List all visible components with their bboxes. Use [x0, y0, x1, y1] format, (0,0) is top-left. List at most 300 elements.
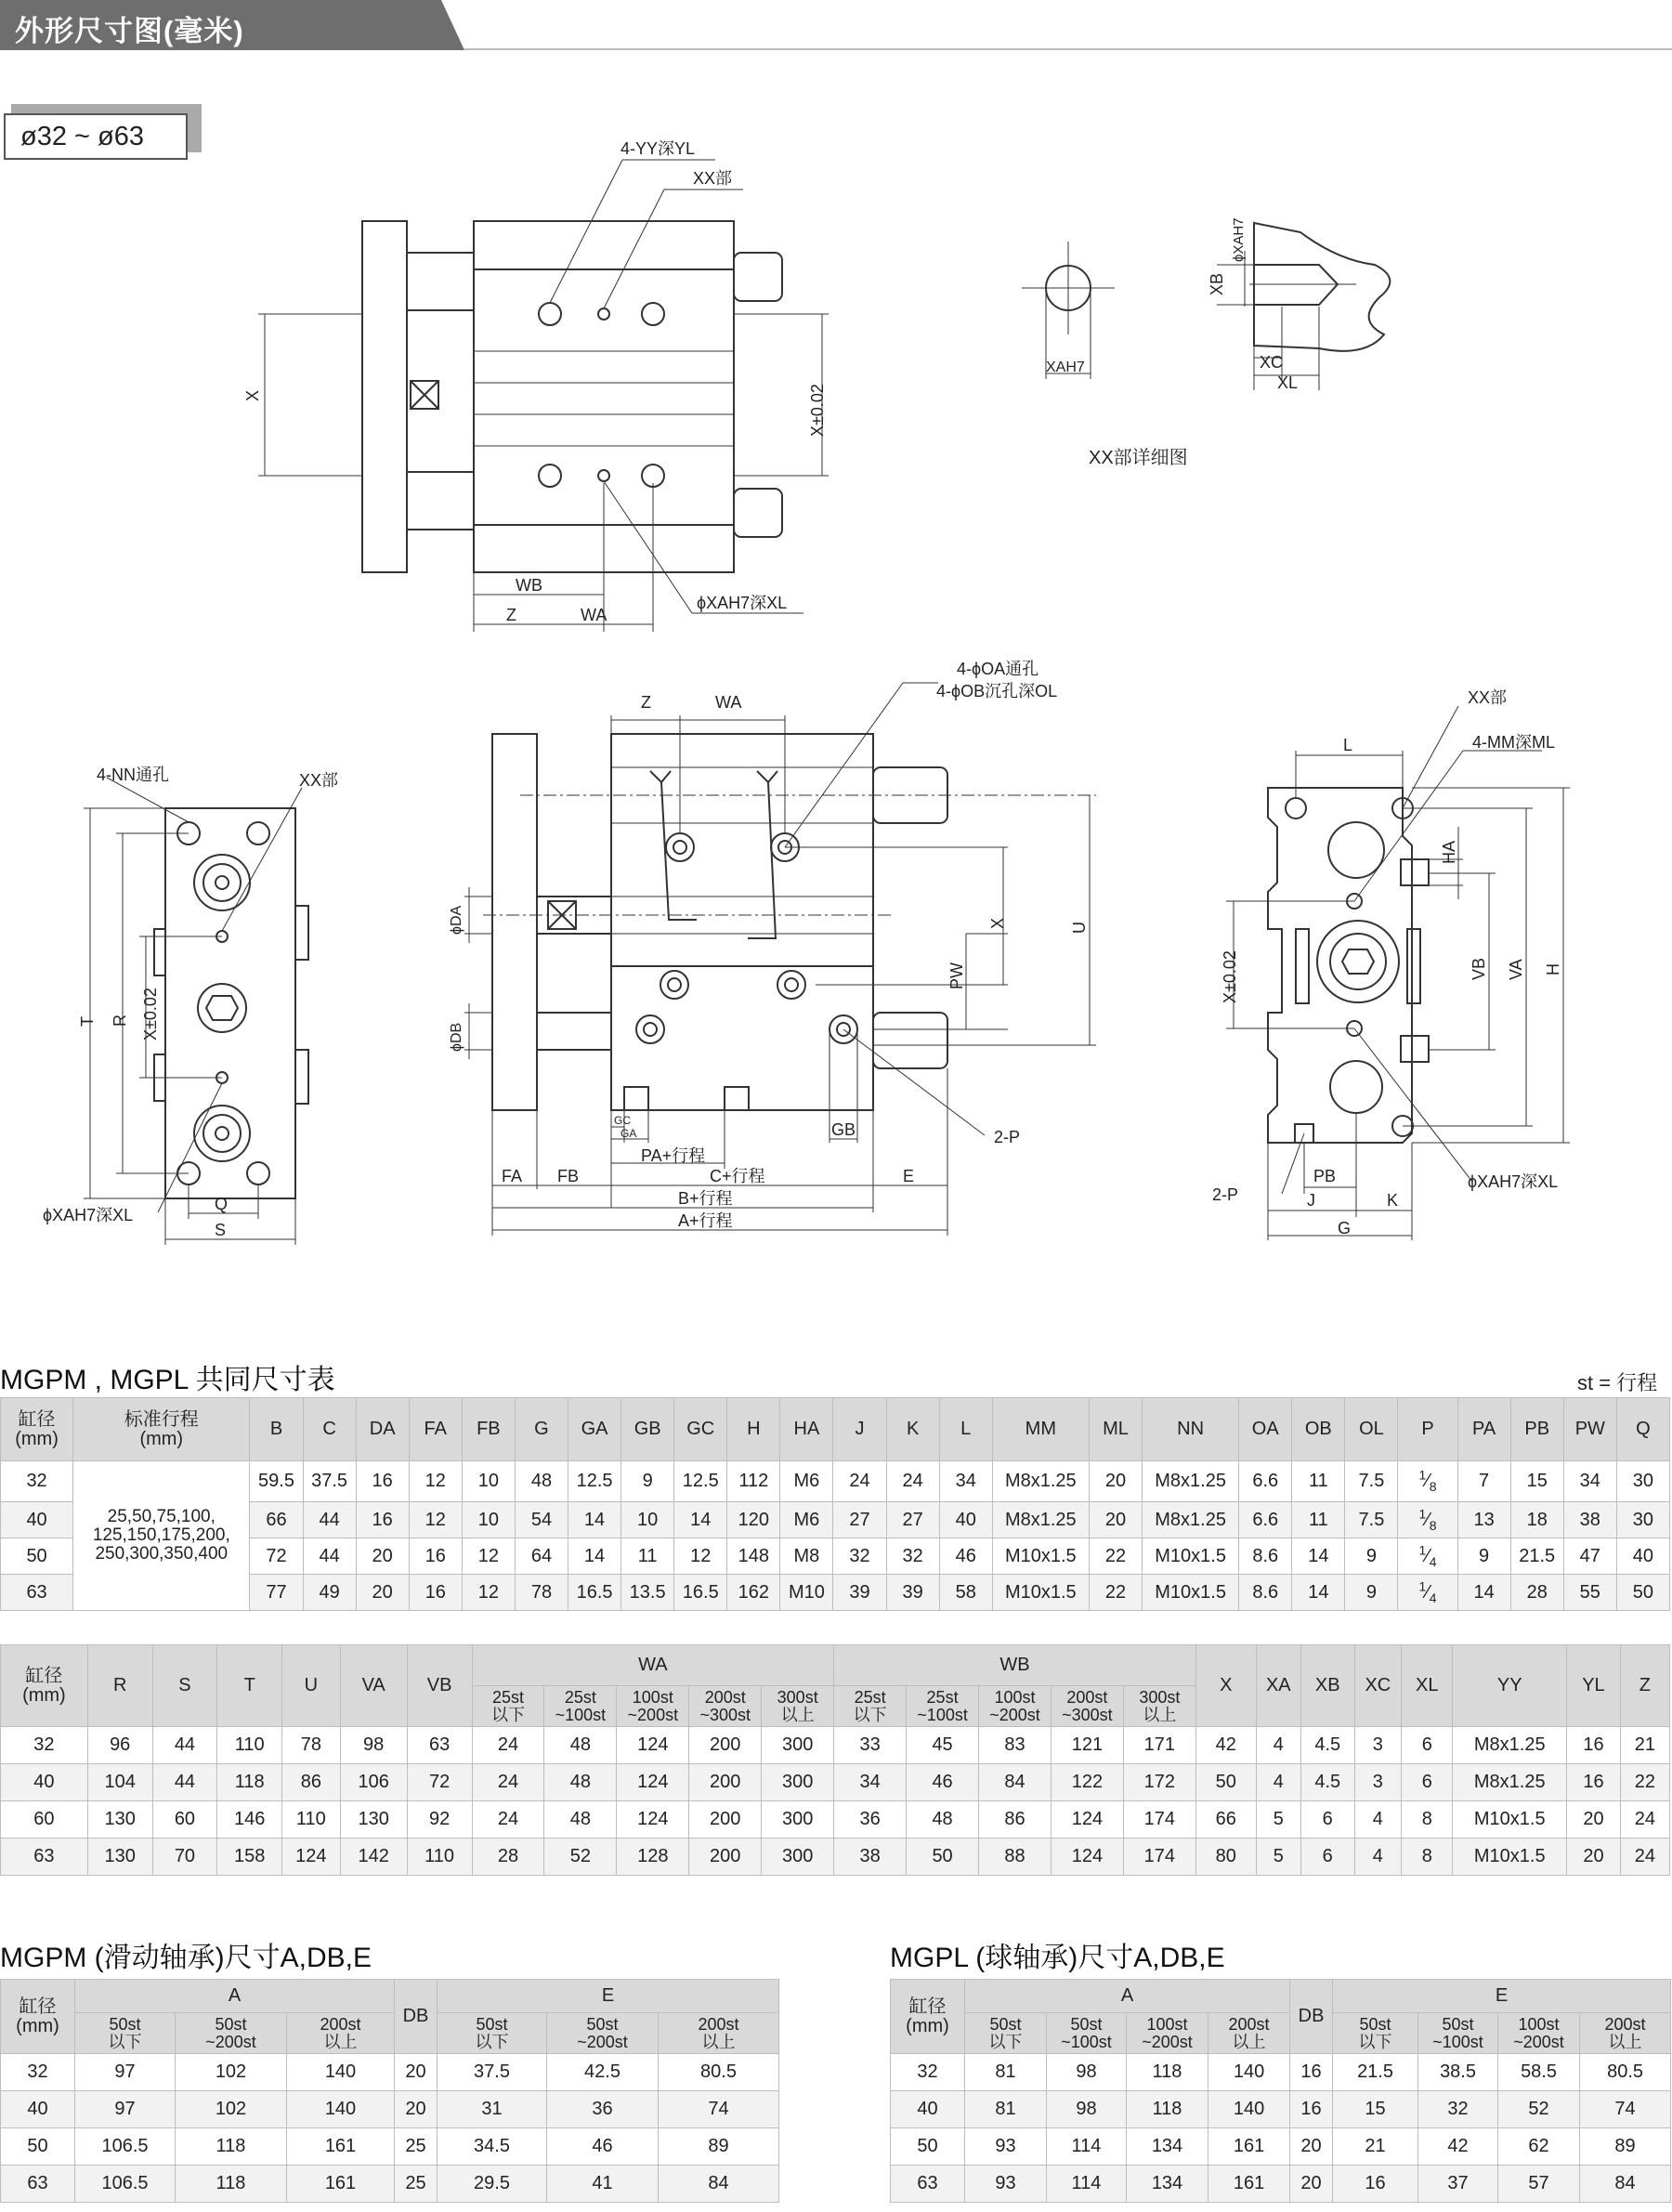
cell-e: 74 — [659, 2091, 779, 2128]
cell-c: 44 — [303, 1538, 356, 1575]
col-header-x: X — [1195, 1645, 1256, 1727]
col-header-l: L — [939, 1398, 992, 1461]
stroke-range-header: 200st ~300st — [689, 1686, 762, 1727]
front-view — [464, 683, 1096, 1236]
bore-cell: 40 — [1, 2091, 75, 2128]
stroke-range-header: 200st 以上 — [659, 2013, 779, 2054]
cell-b: 77 — [250, 1575, 303, 1611]
cell-a: 81 — [965, 2054, 1047, 2091]
label-gc: GC — [614, 1114, 631, 1127]
cell-wa: 200 — [689, 1839, 762, 1876]
col-header-r: R — [87, 1645, 152, 1727]
fraction: $^1⁄_4$ — [1418, 1542, 1437, 1569]
cell-a: 81 — [965, 2091, 1047, 2128]
label-pa: PA+行程 — [641, 1146, 706, 1165]
label-z-front: Z — [641, 693, 651, 712]
label-oa: 4-ϕOA通孔 — [957, 660, 1039, 678]
label-fb: FB — [557, 1167, 580, 1185]
cell-ha: M6 — [780, 1502, 833, 1538]
stroke-range-header: 50st 以下 — [438, 2013, 547, 2054]
cell-e: 16 — [1333, 2166, 1418, 2203]
cell-l: 58 — [939, 1575, 992, 1611]
cell-e: 80.5 — [1580, 2054, 1671, 2091]
cell-ob: 14 — [1292, 1575, 1345, 1611]
cell-a: 140 — [287, 2054, 395, 2091]
cell-q: 50 — [1616, 1575, 1669, 1611]
label-vb: VB — [1470, 957, 1488, 980]
label-xx-top: XX部 — [693, 169, 733, 188]
cell-h: 112 — [727, 1461, 780, 1502]
cell-ga: 12.5 — [568, 1461, 621, 1502]
cell-pw: 55 — [1563, 1575, 1616, 1611]
cell-wb: 50 — [907, 1839, 979, 1876]
bore-header: 缸径 (mm) — [1, 1980, 75, 2054]
label-k: K — [1387, 1191, 1399, 1210]
cell-pa: 14 — [1457, 1575, 1510, 1611]
cell-db: 16 — [1290, 2091, 1333, 2128]
cell-a: 114 — [1047, 2166, 1127, 2203]
table-row — [1, 1839, 1670, 1876]
cell-vb: 92 — [407, 1801, 472, 1839]
cell-fa: 12 — [409, 1461, 462, 1502]
mgpl-table-title: MGPL (球轴承)尺寸A,DB,E — [890, 1943, 1225, 1973]
col-header-fa: FA — [409, 1398, 462, 1461]
col-header-xc: XC — [1354, 1645, 1402, 1727]
wa-group-header: WA — [472, 1645, 834, 1686]
db-header: DB — [1290, 1980, 1333, 2054]
cell-pa: 7 — [1457, 1461, 1510, 1502]
label-wa-top: WA — [581, 606, 607, 624]
label-pb: PB — [1313, 1167, 1337, 1185]
cell-e: 74 — [1580, 2091, 1671, 2128]
cell-mm: M8x1.25 — [992, 1502, 1089, 1538]
cell-a: 161 — [287, 2166, 395, 2203]
cell-wa: 52 — [544, 1839, 617, 1876]
cell-db: 20 — [395, 2054, 438, 2091]
bore-cell: 32 — [1, 1461, 73, 1502]
fraction: $^1⁄_4$ — [1418, 1578, 1437, 1605]
cell-pb: 15 — [1510, 1461, 1563, 1502]
cell-wb: 34 — [834, 1764, 907, 1801]
label-c: C+行程 — [710, 1167, 765, 1185]
fraction: $^1⁄_8$ — [1418, 1506, 1437, 1533]
label-j: J — [1307, 1191, 1315, 1210]
cell-e: 42.5 — [547, 2054, 659, 2091]
cell-vb: 63 — [407, 1727, 472, 1764]
cell-u: 124 — [282, 1839, 341, 1876]
label-detail-xb: XB — [1208, 272, 1226, 295]
cell-e: 36 — [547, 2091, 659, 2128]
cell-xc: 4 — [1354, 1801, 1402, 1839]
cell-a: 106.5 — [75, 2128, 176, 2166]
bore-cell: 32 — [891, 2054, 965, 2091]
label-db: ϕDB — [449, 1022, 464, 1052]
cell-e: 42 — [1418, 2128, 1498, 2166]
cell-xb: 4.5 — [1300, 1764, 1354, 1801]
detail-title: XX部详细图 — [1089, 448, 1188, 468]
label-2p-front: 2-P — [994, 1128, 1021, 1146]
label-detail-xl: XL — [1277, 373, 1299, 392]
cell-nn: M8x1.25 — [1143, 1502, 1239, 1538]
cell-e: 84 — [659, 2166, 779, 2203]
cell-gb: 10 — [621, 1502, 674, 1538]
cell-a: 93 — [965, 2166, 1047, 2203]
cell-wb: 83 — [979, 1727, 1052, 1764]
a-group-header: A — [75, 1980, 395, 2013]
cell-a: 161 — [287, 2128, 395, 2166]
cell-e: 80.5 — [659, 2054, 779, 2091]
cell-oa: 8.6 — [1239, 1575, 1292, 1611]
cell-yy: M8x1.25 — [1453, 1727, 1567, 1764]
col-header-ml: ML — [1089, 1398, 1142, 1461]
common-dimension-table — [0, 1397, 1670, 1611]
cell-da: 20 — [356, 1575, 409, 1611]
bore-cell: 32 — [1, 2054, 75, 2091]
cell-oa: 6.6 — [1239, 1502, 1292, 1538]
bore-header: 缸径 (mm) — [1, 1645, 88, 1727]
cell-oa: 6.6 — [1239, 1461, 1292, 1502]
cell-pw: 38 — [1563, 1502, 1616, 1538]
cell-yl: 20 — [1567, 1839, 1621, 1876]
bore-cell: 63 — [1, 1575, 73, 1611]
cell-nn: M10x1.5 — [1143, 1538, 1239, 1575]
col-header-q: Q — [1616, 1398, 1669, 1461]
col-header-g: G — [515, 1398, 568, 1461]
cell-xb: 6 — [1300, 1839, 1354, 1876]
cell-l: 40 — [939, 1502, 992, 1538]
col-header-c: C — [303, 1398, 356, 1461]
cell-ob: 14 — [1292, 1538, 1345, 1575]
cell-a: 161 — [1208, 2166, 1290, 2203]
col-header-k: K — [886, 1398, 939, 1461]
left-view — [84, 778, 308, 1245]
bore-cell: 40 — [1, 1502, 73, 1538]
cell-wb: 36 — [834, 1801, 907, 1839]
col-header-u: U — [282, 1645, 341, 1727]
cell-yy: M8x1.25 — [1453, 1764, 1567, 1801]
label-xa-left: ϕXAH7深XL — [43, 1206, 134, 1224]
cell-fb: 12 — [462, 1575, 515, 1611]
stroke-range-header: 100st ~200st — [1498, 2013, 1580, 2054]
label-t: T — [78, 1016, 97, 1027]
cell-yl: 20 — [1567, 1801, 1621, 1839]
table-row — [1, 1502, 1670, 1538]
cell-a: 118 — [176, 2166, 287, 2203]
cell-a: 118 — [1127, 2054, 1208, 2091]
cell-e: 89 — [1580, 2128, 1671, 2166]
table-row — [1, 2166, 779, 2203]
cell-vb: 72 — [407, 1764, 472, 1801]
cell-fb: 10 — [462, 1461, 515, 1502]
cell-a: 140 — [1208, 2091, 1290, 2128]
cell-k: 32 — [886, 1538, 939, 1575]
cell-ob: 11 — [1292, 1502, 1345, 1538]
standard-strokes-cell: 25,50,75,100, 125,150,175,200, 250,300,350,400 — [73, 1461, 250, 1611]
cell-wa: 200 — [689, 1764, 762, 1801]
cell-r: 130 — [87, 1839, 152, 1876]
stroke-range-header: 50st ~100st — [1047, 2013, 1127, 2054]
cell-ml: 22 — [1089, 1575, 1142, 1611]
cell-e: 29.5 — [438, 2166, 547, 2203]
table-row — [891, 2128, 1671, 2166]
col-header-pa: PA — [1457, 1398, 1510, 1461]
col-header-s: S — [152, 1645, 217, 1727]
cell-e: 62 — [1498, 2128, 1580, 2166]
cell-e: 46 — [547, 2128, 659, 2166]
cell-wb: 124 — [1051, 1801, 1123, 1839]
cell-ha: M6 — [780, 1461, 833, 1502]
cell-a: 118 — [176, 2128, 287, 2166]
cell-u: 110 — [282, 1801, 341, 1839]
cell-h: 120 — [727, 1502, 780, 1538]
cell-wb: 174 — [1123, 1801, 1195, 1839]
cell-x: 50 — [1195, 1764, 1256, 1801]
cell-t: 158 — [217, 1839, 282, 1876]
stroke-range-header: 25st 以下 — [472, 1686, 544, 1727]
cell-pb: 28 — [1510, 1575, 1563, 1611]
col-header-mm: MM — [992, 1398, 1089, 1461]
cell-b: 72 — [250, 1538, 303, 1575]
wb-group-header: WB — [834, 1645, 1196, 1686]
col-header-z: Z — [1620, 1645, 1669, 1727]
cell-nn: M8x1.25 — [1143, 1461, 1239, 1502]
cell-ga: 16.5 — [568, 1575, 621, 1611]
label-u: U — [1070, 922, 1089, 934]
cell-wb: 121 — [1051, 1727, 1123, 1764]
common-table-title: MGPM , MGPL 共同尺寸表 — [0, 1365, 335, 1395]
cell-b: 66 — [250, 1502, 303, 1538]
cell-db: 25 — [395, 2166, 438, 2203]
cell-a: 118 — [1127, 2091, 1208, 2128]
stroke-note: st = 行程 — [1577, 1371, 1658, 1394]
cell-mm: M10x1.5 — [992, 1575, 1089, 1611]
stroke-header: 标准行程 (mm) — [73, 1398, 250, 1461]
cell-pw: 34 — [1563, 1461, 1616, 1502]
cell-wb: 124 — [1051, 1839, 1123, 1876]
label-r: R — [111, 1014, 129, 1027]
cell-l: 34 — [939, 1461, 992, 1502]
stroke-range-header: 300st 以上 — [1123, 1686, 1195, 1727]
cell-fa: 16 — [409, 1538, 462, 1575]
table-row — [1, 1461, 1670, 1502]
label-da: ϕDA — [449, 905, 464, 935]
cell-pb: 21.5 — [1510, 1538, 1563, 1575]
col-header-ha: HA — [780, 1398, 833, 1461]
cell-gb: 11 — [621, 1538, 674, 1575]
col-header-h: H — [727, 1398, 780, 1461]
cell-g: 54 — [515, 1502, 568, 1538]
col-header-t: T — [217, 1645, 282, 1727]
cell-xc: 4 — [1354, 1839, 1402, 1876]
bore-cell: 50 — [891, 2128, 965, 2166]
table-row — [891, 2091, 1671, 2128]
cell-e: 21 — [1333, 2128, 1418, 2166]
cell-e: 37.5 — [438, 2054, 547, 2091]
cell-wb: 33 — [834, 1727, 907, 1764]
table-row — [1, 2091, 779, 2128]
label-ha: HA — [1440, 840, 1458, 864]
cell-pb: 18 — [1510, 1502, 1563, 1538]
cell-u: 86 — [282, 1764, 341, 1801]
cell-s: 44 — [152, 1727, 217, 1764]
cell-wa: 300 — [762, 1839, 834, 1876]
cell-wb: 38 — [834, 1839, 907, 1876]
cell-xa: 5 — [1256, 1839, 1300, 1876]
cell-ob: 11 — [1292, 1461, 1345, 1502]
cell-e: 37 — [1418, 2166, 1498, 2203]
table-row — [1, 1538, 1670, 1575]
cell-z: 24 — [1620, 1801, 1669, 1839]
col-header-j: J — [833, 1398, 886, 1461]
stroke-range-header: 300st 以上 — [762, 1686, 834, 1727]
cell-ol: 9 — [1345, 1575, 1398, 1611]
table-row — [891, 2166, 1671, 2203]
label-2p-right: 2-P — [1212, 1185, 1239, 1204]
cell-pa: 9 — [1457, 1538, 1510, 1575]
bore-header: 缸径 (mm) — [1, 1398, 73, 1461]
label-ob: 4-ϕOB沉孔深OL — [936, 682, 1058, 700]
table-row — [1, 1801, 1670, 1839]
label-b: B+行程 — [678, 1189, 733, 1208]
cell-db: 20 — [1290, 2166, 1333, 2203]
label-s: S — [215, 1221, 227, 1239]
cell-wa: 24 — [472, 1764, 544, 1801]
col-header-va: VA — [340, 1645, 407, 1727]
cell-a: 102 — [176, 2091, 287, 2128]
table-row — [1, 1575, 1670, 1611]
cell-s: 60 — [152, 1801, 217, 1839]
e-group-header: E — [1333, 1980, 1671, 2013]
second-dimension-table — [0, 1644, 1670, 1876]
cell-wa: 300 — [762, 1764, 834, 1801]
table-row — [1, 1727, 1670, 1764]
label-gb: GB — [831, 1120, 856, 1139]
cell-wa: 28 — [472, 1839, 544, 1876]
cell-a: 134 — [1127, 2128, 1208, 2166]
cell-a: 134 — [1127, 2166, 1208, 2203]
col-header-xa: XA — [1256, 1645, 1300, 1727]
cell-wb: 45 — [907, 1727, 979, 1764]
bore-range-label: ø32 ~ ø63 — [4, 113, 188, 160]
cell-wa: 124 — [617, 1801, 689, 1839]
table-row — [1, 1764, 1670, 1801]
cell-r: 130 — [87, 1801, 152, 1839]
cell-ol: 7.5 — [1345, 1502, 1398, 1538]
cell-wb: 46 — [907, 1764, 979, 1801]
cell-wa: 124 — [617, 1764, 689, 1801]
label-detail-xc: XC — [1260, 353, 1284, 372]
cell-gb: 9 — [621, 1461, 674, 1502]
cell-a: 98 — [1047, 2054, 1127, 2091]
cell-wb: 88 — [979, 1839, 1052, 1876]
cell-a: 140 — [1208, 2054, 1290, 2091]
stroke-range-header: 50st ~200st — [176, 2013, 287, 2054]
col-header-vb: VB — [407, 1645, 472, 1727]
cell-wb: 122 — [1051, 1764, 1123, 1801]
col-header-p: P — [1398, 1398, 1457, 1461]
fraction: $^1⁄_8$ — [1418, 1467, 1437, 1495]
cell-wb: 48 — [907, 1801, 979, 1839]
cell-q: 30 — [1616, 1461, 1669, 1502]
col-header-xl: XL — [1402, 1645, 1453, 1727]
bore-cell: 63 — [1, 1839, 88, 1876]
cell-pa: 13 — [1457, 1502, 1510, 1538]
cell-u: 78 — [282, 1727, 341, 1764]
cell-fa: 16 — [409, 1575, 462, 1611]
cell-wa: 300 — [762, 1801, 834, 1839]
cell-gb: 13.5 — [621, 1575, 674, 1611]
cell-wa: 200 — [689, 1801, 762, 1839]
stroke-range-header: 50st ~100st — [1418, 2013, 1498, 2054]
cell-fb: 12 — [462, 1538, 515, 1575]
top-view — [258, 160, 829, 632]
cell-p — [1398, 1461, 1457, 1502]
cell-c: 44 — [303, 1502, 356, 1538]
cell-da: 16 — [356, 1461, 409, 1502]
stroke-range-header: 100st ~200st — [617, 1686, 689, 1727]
cell-ml: 22 — [1089, 1538, 1142, 1575]
cell-xa: 4 — [1256, 1727, 1300, 1764]
cell-a: 140 — [287, 2091, 395, 2128]
cell-j: 24 — [833, 1461, 886, 1502]
label-ga: GA — [620, 1127, 637, 1140]
bore-cell: 50 — [1, 2128, 75, 2166]
label-nn: 4-NN通孔 — [97, 766, 170, 784]
col-header-yy: YY — [1453, 1645, 1567, 1727]
cell-gc: 12 — [674, 1538, 727, 1575]
bore-cell: 63 — [1, 2166, 75, 2203]
cell-ml: 20 — [1089, 1502, 1142, 1538]
cell-h: 148 — [727, 1538, 780, 1575]
label-fa: FA — [502, 1167, 523, 1185]
cell-yy: M10x1.5 — [1453, 1839, 1567, 1876]
label-xx-right: XX部 — [1468, 688, 1508, 707]
label-va: VA — [1507, 959, 1525, 980]
stroke-range-header: 100st ~200st — [1127, 2013, 1208, 2054]
cell-z: 22 — [1620, 1764, 1669, 1801]
cell-wa: 48 — [544, 1727, 617, 1764]
cell-a: 93 — [965, 2128, 1047, 2166]
cell-ha: M10 — [780, 1575, 833, 1611]
cell-k: 39 — [886, 1575, 939, 1611]
stroke-range-header: 50st 以下 — [75, 2013, 176, 2054]
cell-x: 80 — [1195, 1839, 1256, 1876]
col-header-xb: XB — [1300, 1645, 1354, 1727]
stroke-range-header: 25st ~100st — [544, 1686, 617, 1727]
cell-ml: 20 — [1089, 1461, 1142, 1502]
bore-cell: 63 — [891, 2166, 965, 2203]
mgpl-table — [890, 1979, 1671, 2203]
cell-k: 24 — [886, 1461, 939, 1502]
cell-t: 118 — [217, 1764, 282, 1801]
table-row — [1, 2054, 779, 2091]
label-xa-right: ϕXAH7深XL — [1468, 1172, 1559, 1191]
cell-e: 41 — [547, 2166, 659, 2203]
label-xx-left: XX部 — [299, 771, 339, 790]
bore-cell: 60 — [1, 1801, 88, 1839]
cell-e: 52 — [1498, 2091, 1580, 2128]
cell-p — [1398, 1575, 1457, 1611]
cell-j: 39 — [833, 1575, 886, 1611]
cell-db: 16 — [1290, 2054, 1333, 2091]
cell-e: 34.5 — [438, 2128, 547, 2166]
bore-cell: 50 — [1, 1538, 73, 1575]
cell-db: 20 — [1290, 2128, 1333, 2166]
cell-p — [1398, 1538, 1457, 1575]
label-x002-top: X±0.02 — [808, 384, 827, 437]
cell-db: 20 — [395, 2091, 438, 2128]
cell-s: 70 — [152, 1839, 217, 1876]
